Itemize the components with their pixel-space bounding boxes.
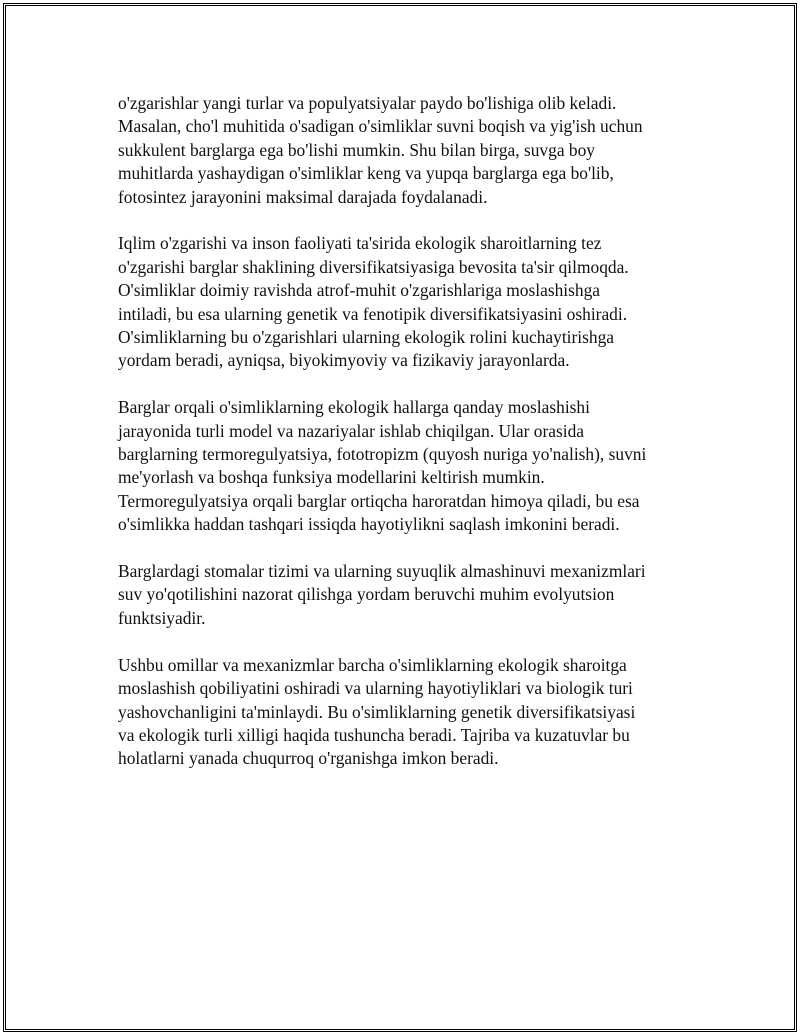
paragraph-3 <box>118 396 688 536</box>
text-line: jarayonida turli model va nazariyalar ishlab chiqilgan. Ular orasida <box>118 420 584 441</box>
paragraph-5 <box>118 654 688 771</box>
text-line: o'zgarishlar yangi turlar va populyatsiyalar paydo bo'lishiga olib keladi. <box>118 93 617 113</box>
text-line: me'yorlash va boshqa funksiya modellarini keltirish mumkin. <box>118 467 545 488</box>
text-line: yashovchanligini ta'minlaydi. Bu o'simliklarning genetik diversifikatsiyasi <box>118 701 636 722</box>
text-line: suv yo'qotilishini nazorat qilishga yordam beruvchi muhim evolyutsion <box>118 584 615 605</box>
text-line: sukkulent barglarga ega bo'lishi mumkin. Shu bilan birga, suvga boy <box>118 139 595 160</box>
text-line: O'simliklarning bu o'zgarishlari ularning ekologik rolini kuchaytirishga <box>118 327 615 348</box>
text-line: Iqlim o'zgarishi va inson faoliyati ta'sirida ekologik sharoitlarning tez <box>118 233 602 254</box>
text-line: moslashish qobiliyatini oshiradi va ularning hayotiyliklari va biologik turi <box>118 678 633 699</box>
text-line: muhitlarda yashaydigan o'simliklar keng va yupqa barglarga ega bo'lib, <box>118 163 614 184</box>
text-line: va ekologik turli xilligi haqida tushuncha beradi. Tajriba va kuzatuvlar bu <box>118 724 630 745</box>
text-line: O'simliklar doimiy ravishda atrof-muhit o'zgarishlariga moslashishga <box>118 280 600 301</box>
text-line: Masalan, cho'l muhitida o'sadigan o'simliklar suvni boqish va yig'ish uchun <box>118 116 643 137</box>
text-line: funktsiyadir. <box>118 607 206 628</box>
text-line: yordam beradi, ayniqsa, biyokimyoviy va fizikaviy jarayonlarda. <box>118 350 570 371</box>
text-line: holatlarni yanada chuqurroq o'rganishga imkon beradi. <box>118 748 499 769</box>
paragraph-2 <box>118 232 688 372</box>
document-body <box>118 92 688 794</box>
paragraph-1 <box>118 92 688 209</box>
text-line: fotosintez jarayonini maksimal darajada foydalanadi. <box>118 186 488 207</box>
text-line: o'zgarishi barglar shaklining diversifikatsiyasiga bevosita ta'sir qilmoqda. <box>118 256 629 277</box>
text-line: barglarning termoregulyatsiya, fototropizm (quyosh nuriga yo'nalish), suvni <box>118 444 647 465</box>
paragraph-4 <box>118 560 688 630</box>
text-line: o'simlikka haddan tashqari issiqda hayotiylikni saqlash imkonini beradi. <box>118 514 620 535</box>
text-line: Ushbu omillar va mexanizmlar barcha o'simliklarning ekologik sharoitga <box>118 654 627 675</box>
text-line: Termoregulyatsiya orqali barglar ortiqcha haroratdan himoya qiladi, bu esa <box>118 490 640 511</box>
text-line: Barglar orqali o'simliklarning ekologik hallarga qanday moslashishi <box>118 397 590 418</box>
text-line: intiladi, bu esa ularning genetik va fenotipik diversifikatsiyasini oshiradi. <box>118 303 628 324</box>
text-line: Barglardagi stomalar tizimi va ularning suyuqlik almashinuvi mexanizmlari <box>118 561 646 582</box>
